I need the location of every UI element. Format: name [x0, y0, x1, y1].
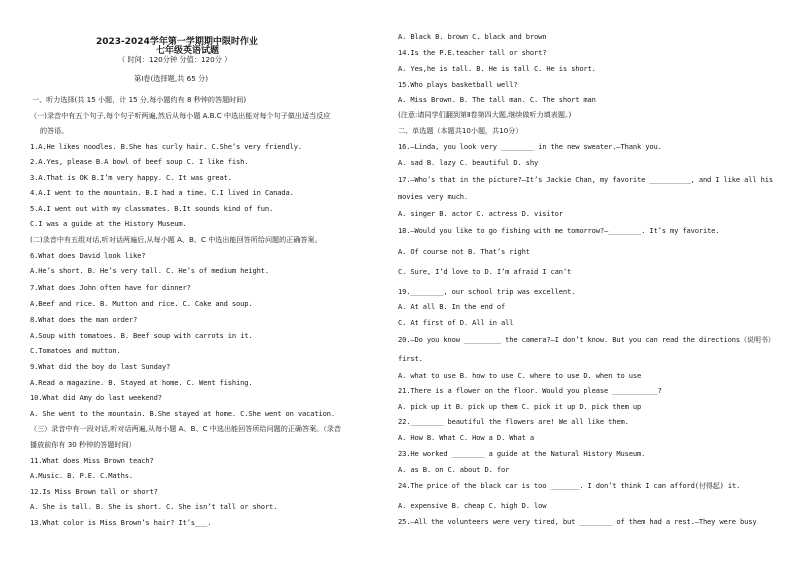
- listening-part3-instructions-cont: 播放前你有 30 秒钟的答题时间）: [30, 440, 136, 449]
- question-2: 2.A.Yes, please B.A bowl of beef soup C. I like fish.: [30, 157, 249, 166]
- listening-part3-instructions: （三）录音中有一段对话,听对话两遍,从每小题 A、B、C 中选出能回答所给问题的正确答案。（录音: [30, 424, 341, 433]
- question-24: 24.The price of the black car is too _______. I don’t think I can afford(付得起) it.: [398, 481, 741, 490]
- question-16-options: A. sad B. lazy C. beautiful D. shy: [398, 158, 539, 167]
- question-16: 16.—Linda, you look very ________ in the new sweater.—Thank you.: [398, 142, 662, 151]
- exam-title: 2023-2024学年第一学期期中限时作业: [96, 37, 258, 47]
- question-7: 7.What does John often have for dinner?: [30, 283, 191, 292]
- question-23: 23.He worked ________ a guide at the Natural History Museum.: [398, 449, 646, 458]
- question-18: 18.—Would you like to go fishing with me tomorrow?—________. It’s my favorite.: [398, 226, 720, 235]
- exam-time-score: （ 时间：120分钟 分值：120分 ）: [118, 55, 232, 64]
- question-22: 22.________ beautiful the flowers are! We all like them.: [398, 417, 629, 426]
- part-one-heading: 第Ⅰ卷(选择题,共 65 分): [134, 74, 209, 83]
- question-20-options: A. what to use B. how to use C. where to use D. when to use: [398, 371, 642, 380]
- question-15: 15.Who plays basketball well?: [398, 80, 518, 89]
- question-19: 19.________, our school trip was excellent.: [398, 287, 576, 296]
- question-24-options: A. expensive B. cheap C. high D. low: [398, 501, 547, 510]
- question-11-options: A.Music. B. P.E. C.Maths.: [30, 471, 134, 480]
- question-6-options: A.He’s short. B. He’s very tall. C. He’s of medium height.: [30, 266, 270, 275]
- question-18-options-ab: A. Of course not B. That’s right: [398, 247, 530, 256]
- question-7-options: A.Beef and rice. B. Mutton and rice. C. Cake and soup.: [30, 299, 253, 308]
- question-13-options: A. Black B. brown C. black and brown: [398, 32, 547, 41]
- question-3: 3.A.That is OK B.I’m very happy. C. It was great.: [30, 173, 232, 182]
- question-15-options: A. Miss Brown. B. The tall man. C. The short man: [398, 95, 596, 104]
- question-14-options: A. Yes,he is tall. B. He is tall C. He is short.: [398, 64, 596, 73]
- question-12: 12.Is Miss Brown tall or short?: [30, 487, 158, 496]
- question-20-cont: first.: [398, 354, 423, 363]
- question-21-options: A. pick up it B. pick up them C. pick it up D. pick them up: [398, 402, 642, 411]
- listening-part1-instructions: （一)录音中有五个句子,每个句子听两遍,然后从每小题 A.B.C 中选出能对每个句子做出适当反应: [30, 111, 331, 120]
- question-10-options: A. She went to the mountain. B.She stayed at home. C.She went on vacation.: [30, 409, 335, 418]
- question-17-cont: movies very much.: [398, 192, 469, 201]
- question-14: 14.Is the P.E.teacher tall or short?: [398, 48, 547, 57]
- question-8: 8.What does the man order?: [30, 315, 138, 324]
- question-12-options: A. She is tall. B. She is short. C. She isn’t tall or short.: [30, 502, 278, 511]
- exam-subtitle: 七年级英语试题: [156, 46, 220, 56]
- question-13: 13.What color is Miss Brown’s hair? It’s___.: [30, 518, 212, 527]
- question-9: 9.What did the boy do last Sunday?: [30, 362, 171, 371]
- question-20: 20.—Do you know _________ the camera?—I don’t know. But you can read the directions（说明书）: [398, 335, 775, 344]
- question-18-options-cd: C. Sure, I’d love to D. I’m afraid I can’t: [398, 267, 572, 276]
- question-10: 10.What did Amy do last weekend?: [30, 393, 162, 402]
- question-25: 25.—All the volunteers were very tired, but ________ of them had a rest.—They were busy: [398, 517, 757, 526]
- question-5-option-c: C.I was a guide at the History Museum.: [30, 219, 187, 228]
- question-4: 4.A.I went to the mountain. B.I had a time. C.I lived in Canada.: [30, 188, 294, 197]
- question-22-options: A. How B. What C. How a D. What a: [398, 433, 534, 442]
- question-8-options: A.Soup with tomatoes. B. Beef soup with carrots in it.: [30, 331, 253, 340]
- question-1: 1.A.He likes noodles. B.She has curly hair. C.She’s very friendly.: [30, 142, 302, 151]
- grammar-section-heading: 二、单选题（本题共10小题，共10分）: [398, 126, 523, 135]
- question-23-options: A. as B. on C. about D. for: [398, 465, 510, 474]
- question-11: 11.What does Miss Brown teach?: [30, 456, 154, 465]
- listening-part2-instructions: (二)录音中有五组对话,听对话两遍后,从每小题 A、B、C 中选出能回答所给问题的正确答案。: [30, 235, 322, 244]
- listening-note: (注意:请同学们翻到第Ⅱ卷第四大题,继续做听力填表题。): [398, 110, 572, 119]
- question-5: 5.A.I went out with my classmates. B.It sounds kind of fun.: [30, 204, 274, 213]
- listening-section-heading: 一、听力选择(共 15 小题，计 15 分,每小题约有 8 秒钟的答题时间): [32, 95, 247, 104]
- question-21: 21.There is a flower on the floor. Would you please ___________?: [398, 386, 662, 395]
- question-17: 17.—Who’s that in the picture?—It’s Jackie Chan, my favorite __________, and I like all his: [398, 175, 773, 184]
- listening-part1-instructions-cont: 的答语。: [40, 126, 69, 135]
- question-9-options: A.Read a magazine. B. Stayed at home. C. Went fishing.: [30, 378, 253, 387]
- question-8-option-c: C.Tomatoes and mutton.: [30, 346, 121, 355]
- question-17-options: A. singer B. actor C. actress D. visitor: [398, 209, 563, 218]
- question-6: 6.What does David look like?: [30, 251, 146, 260]
- question-19-options-cd: C. At first of D. All in all: [398, 318, 514, 327]
- question-19-options-ab: A. At all B. In the end of: [398, 302, 506, 311]
